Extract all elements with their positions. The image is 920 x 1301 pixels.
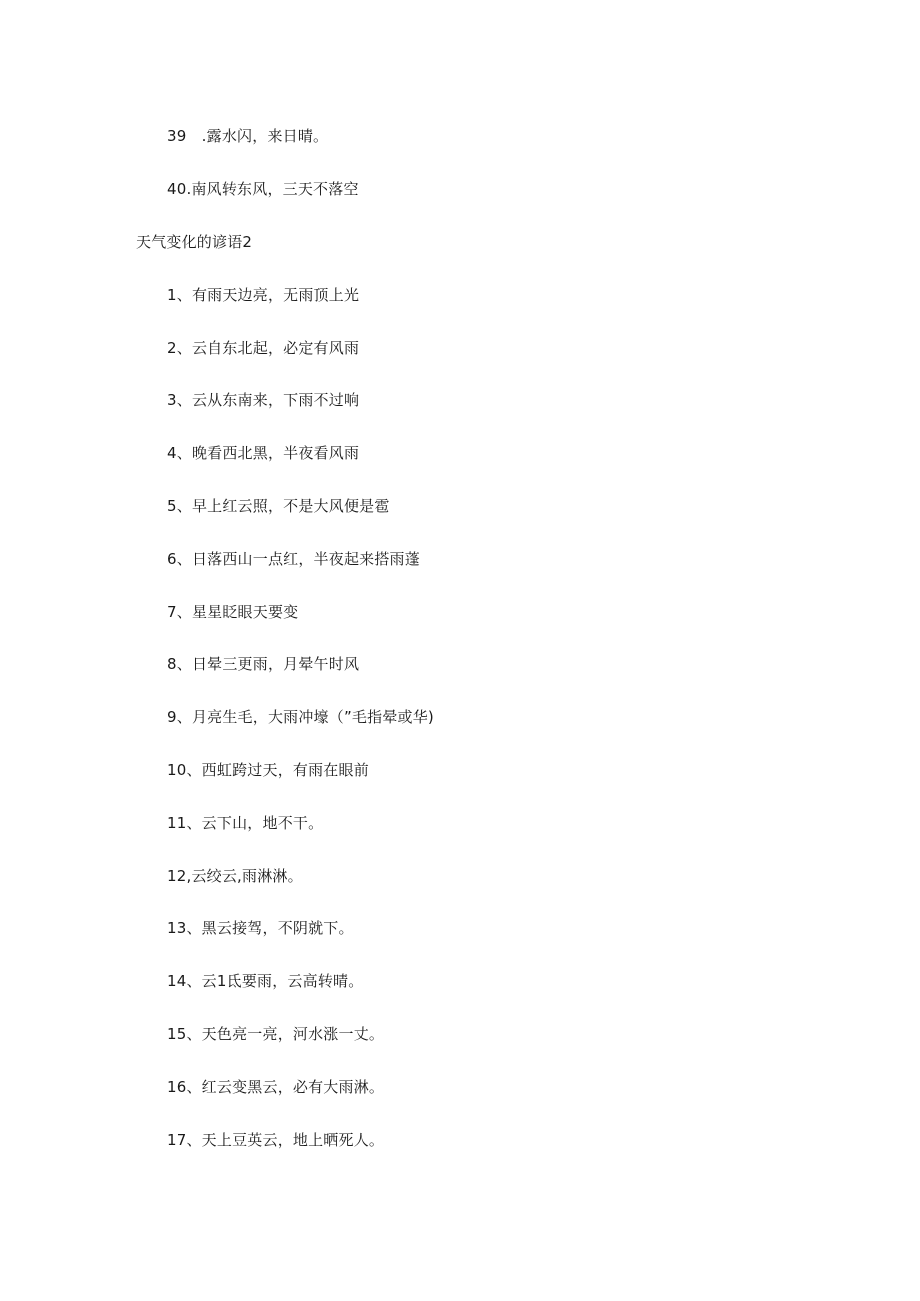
list-item: 12,云绞云,雨淋淋。: [167, 867, 303, 885]
list-item: 4、晚看西北黑，半夜看风雨: [167, 444, 360, 462]
list-item: 17、天上豆英云，地上晒死人。: [167, 1131, 385, 1149]
section-title: 天气变化的谚语2: [136, 233, 253, 251]
proverb-40: 40.南风转东风，三天不落空: [167, 180, 359, 198]
list-item: 16、红云变黑云，必有大雨淋。: [167, 1078, 385, 1096]
list-item: 8、日晕三更雨，月晕午时风: [167, 655, 360, 673]
list-item: 11、云下山，地不干。: [167, 814, 324, 832]
list-item: 13、黑云接驾，不阴就下。: [167, 919, 354, 937]
list-item: 5、早上红云照，不是大风便是雹: [167, 497, 390, 515]
list-item: 9、月亮生毛，大雨冲壕（”毛指晕或华): [167, 708, 434, 726]
list-item: 3、云从东南来，下雨不过响: [167, 391, 360, 409]
list-item: 10、西虹跨过天，有雨在眼前: [167, 761, 369, 779]
list-item: 1、有雨天边亮，无雨顶上光: [167, 286, 360, 304]
list-item: 14、云1氐要雨，云高转晴。: [167, 972, 364, 990]
list-item: 6、日落西山一点红，半夜起来搭雨蓬: [167, 550, 420, 568]
list-item: 2、云自东北起，必定有风雨: [167, 339, 360, 357]
list-item: 7、星星眨眼天要变: [167, 603, 299, 621]
list-item: 15、天色亮一亮，河水涨一丈。: [167, 1025, 385, 1043]
proverb-39: 39 .露水闪，来日晴。: [167, 127, 329, 145]
